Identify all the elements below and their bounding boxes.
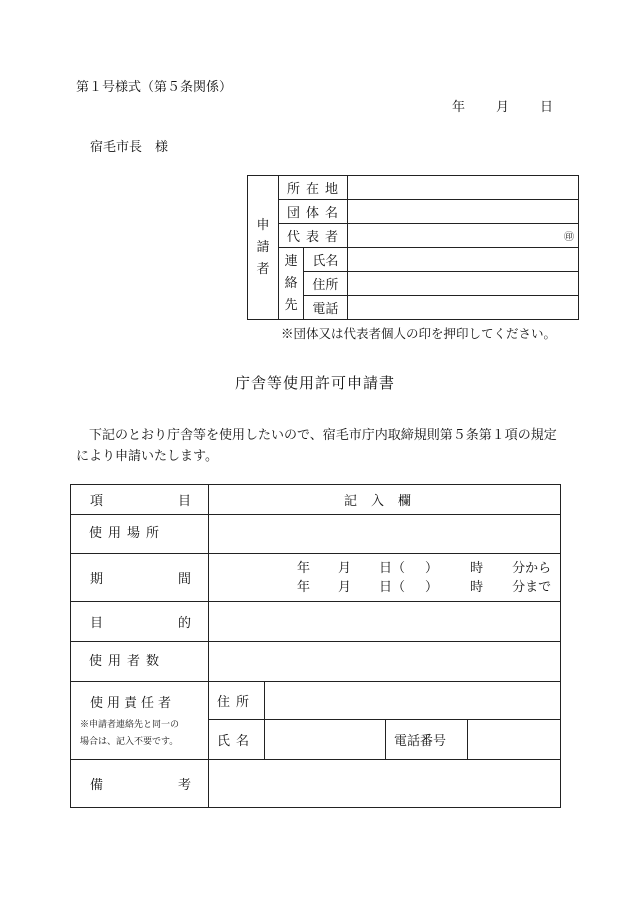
address-field[interactable] bbox=[348, 176, 579, 200]
contact-phone-field[interactable] bbox=[348, 296, 579, 320]
document-title: 庁舎等使用許可申請書 bbox=[234, 374, 395, 392]
contact-name-label: 氏名 bbox=[304, 248, 348, 272]
date-line bbox=[452, 96, 553, 115]
responsible-name-field[interactable] bbox=[265, 720, 386, 760]
applicant-group-label: 申 請 者 bbox=[248, 176, 279, 320]
period-from: 年 月 日（ ） 時 分から bbox=[297, 560, 552, 576]
seal-note: ※団体又は代表者個人の印を押印してください。 bbox=[281, 326, 557, 341]
remarks-label: 備 考 bbox=[71, 760, 209, 808]
purpose-label: 目 的 bbox=[71, 602, 209, 642]
users-label: 使用者数 bbox=[71, 642, 209, 682]
contact-phone-label: 電話 bbox=[304, 296, 348, 320]
date-month: 月 bbox=[496, 100, 510, 115]
address-label: 所在地 bbox=[279, 176, 348, 200]
responsible-phone-label: 電話番号 bbox=[386, 720, 468, 760]
responsible-label: 使用責任者 ※申請者連絡先と同一の 場合は、記入不要です。 bbox=[71, 682, 209, 760]
contact-address-field[interactable] bbox=[348, 272, 579, 296]
org-name-label: 団体名 bbox=[279, 200, 348, 224]
date-year: 年 bbox=[452, 100, 466, 115]
period-label: 期 間 bbox=[71, 554, 209, 602]
item-header: 項 目 bbox=[71, 485, 209, 515]
place-field[interactable] bbox=[209, 515, 561, 554]
responsible-address-label: 住所 bbox=[209, 682, 265, 720]
users-field[interactable] bbox=[209, 642, 561, 682]
form-number: 第１号様式（第５条関係） bbox=[76, 80, 233, 95]
responsible-phone-field[interactable] bbox=[468, 720, 561, 760]
main-table bbox=[70, 484, 561, 808]
contact-address-label: 住所 bbox=[304, 272, 348, 296]
seal-mark: ㊞ bbox=[564, 232, 574, 243]
addressee: 宿毛市長 様 bbox=[90, 140, 169, 155]
remarks-field[interactable] bbox=[209, 760, 561, 808]
representative-field[interactable] bbox=[348, 224, 579, 248]
org-name-field[interactable] bbox=[348, 200, 579, 224]
purpose-field[interactable] bbox=[209, 602, 561, 642]
representative-label: 代表者 bbox=[279, 224, 348, 248]
responsible-address-field[interactable] bbox=[265, 682, 561, 720]
period-field[interactable] bbox=[209, 554, 561, 602]
date-day: 日 bbox=[540, 100, 554, 115]
intro-paragraph: 下記のとおり庁舎等を使用したいので、宿毛市庁内取締規則第５条第１項の規定により申請いたします。 bbox=[76, 428, 557, 464]
responsible-name-label: 氏名 bbox=[209, 720, 265, 760]
place-label: 使用場所 bbox=[71, 515, 209, 554]
contact-group-label: 連 絡 先 bbox=[279, 248, 304, 320]
applicant-table bbox=[247, 175, 579, 320]
entry-header: 記入欄 bbox=[209, 485, 561, 515]
period-to: 年 月 日（ ） 時 分まで bbox=[297, 579, 552, 595]
contact-name-field[interactable] bbox=[348, 248, 579, 272]
